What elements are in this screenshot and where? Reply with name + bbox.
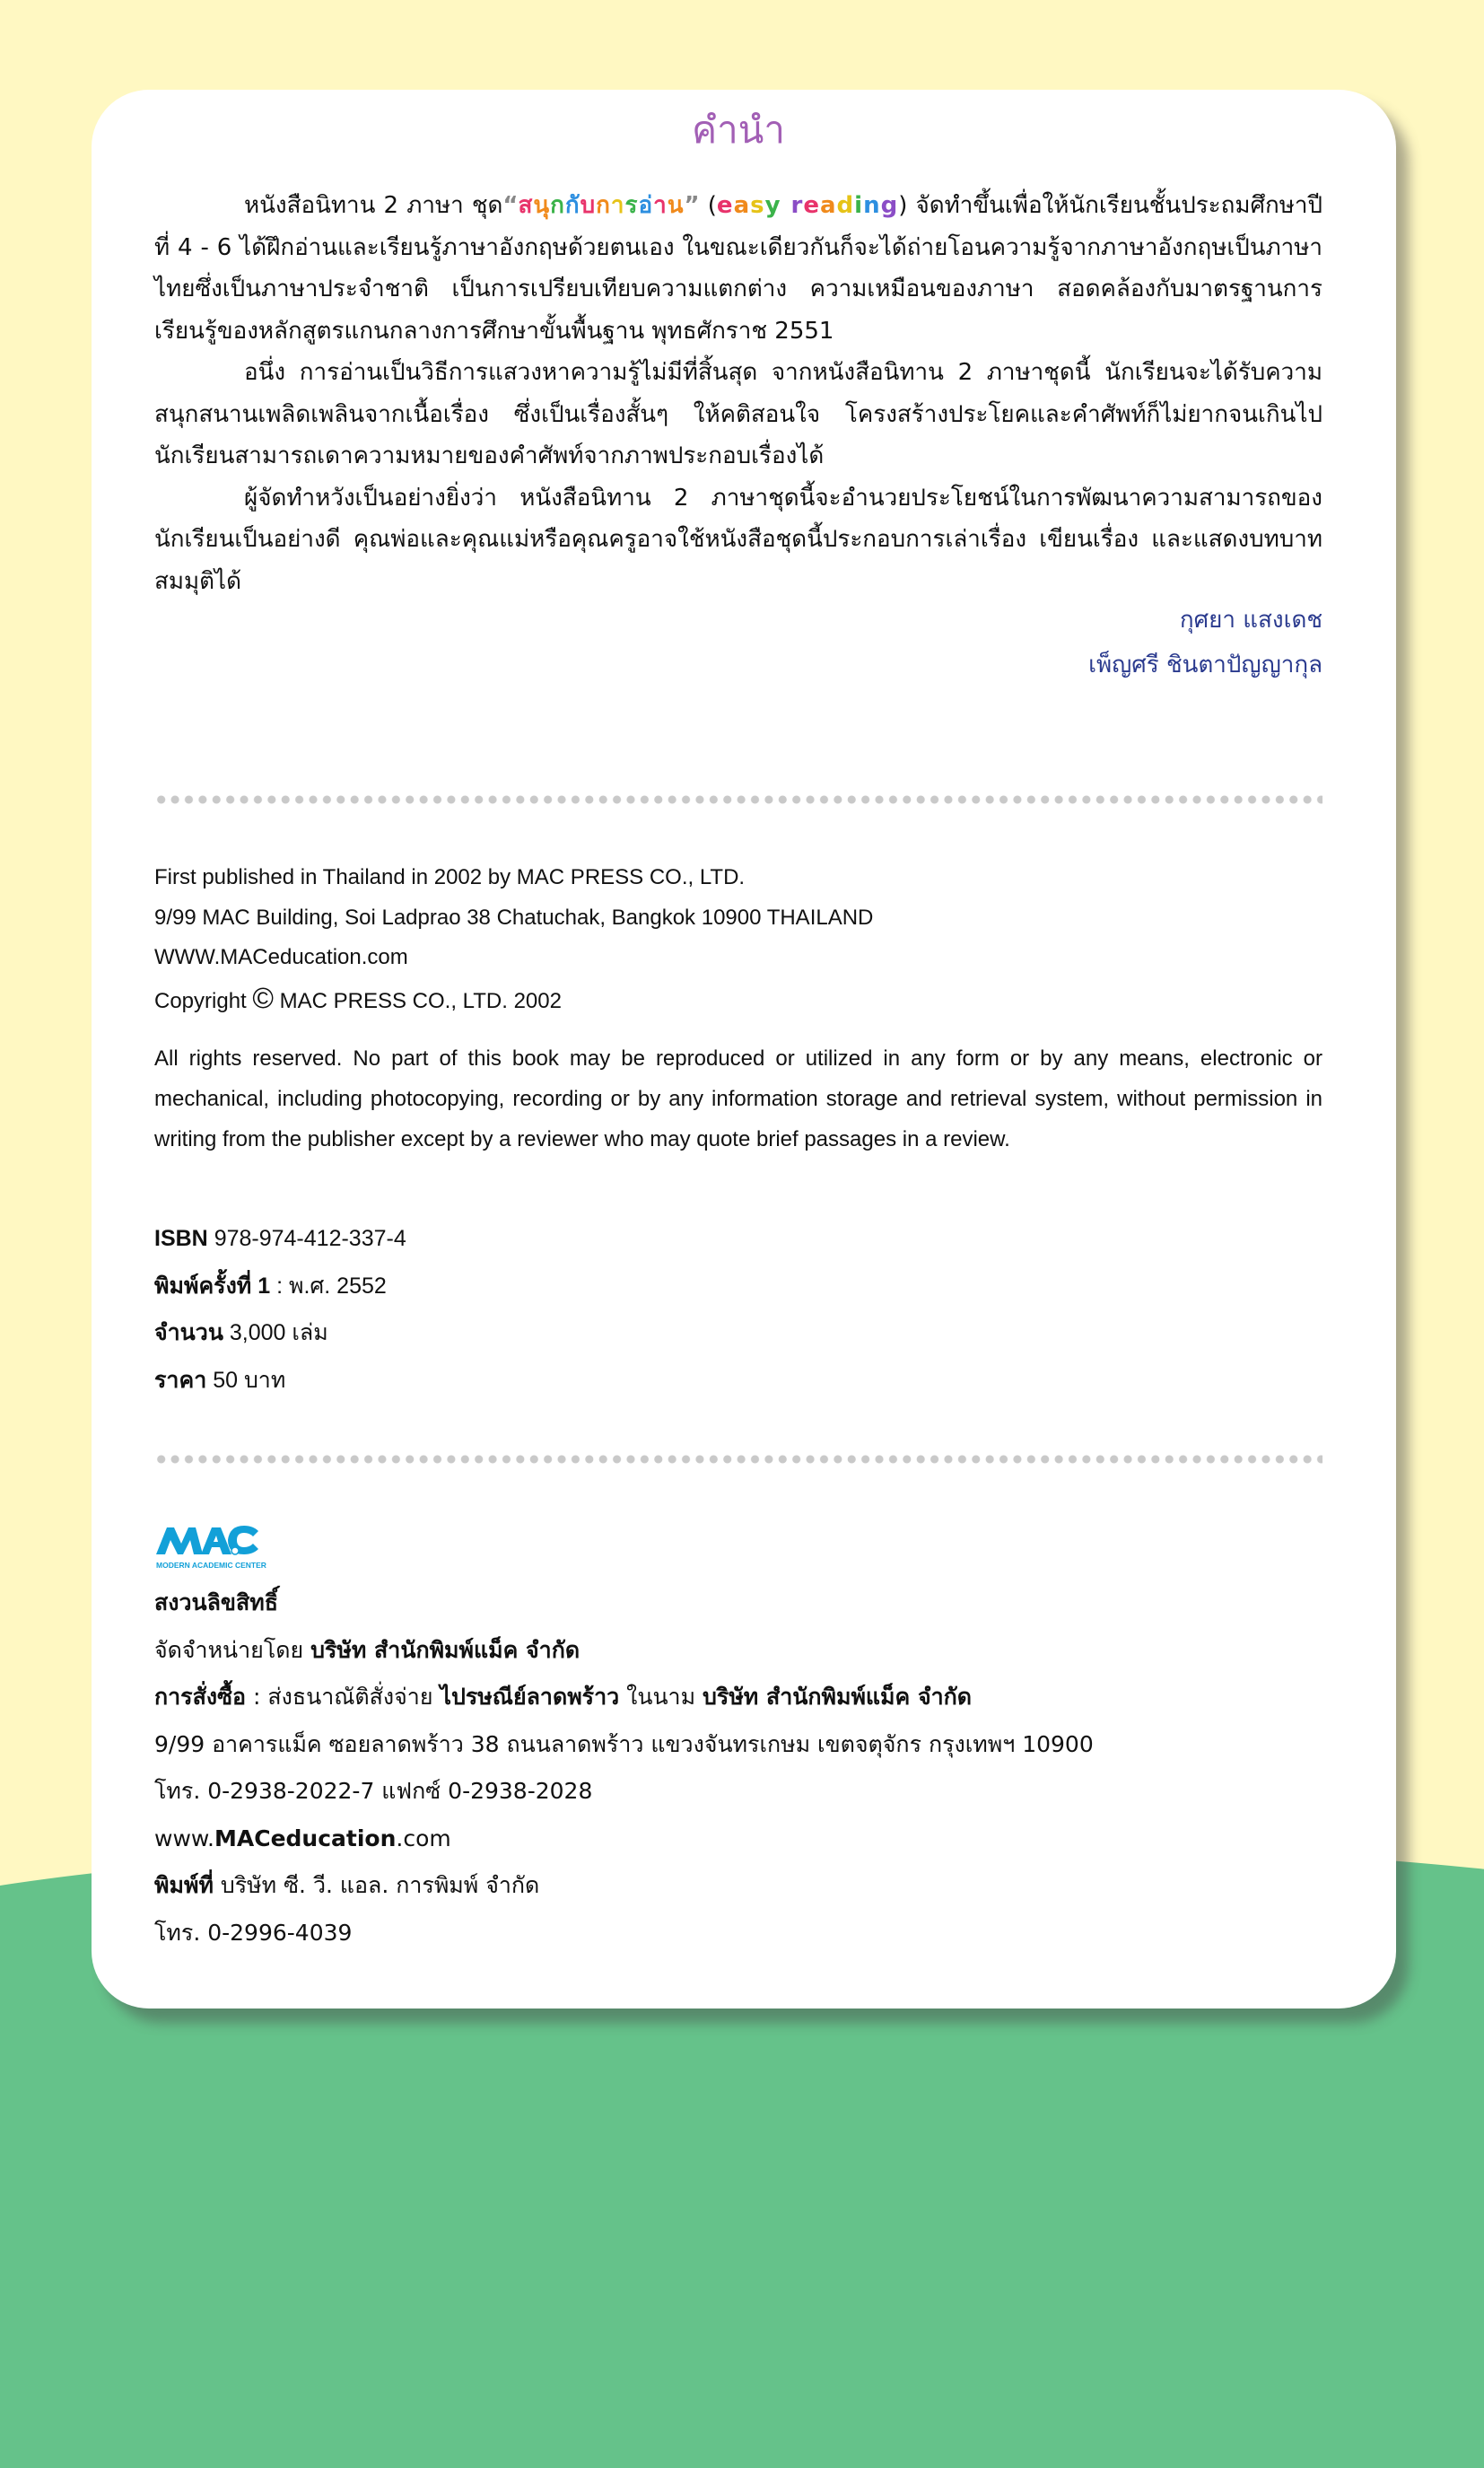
- website-line: www.MACeducation.com: [154, 1825, 451, 1851]
- author-2: เพ็ญศรี ชินตาปัญญากุล: [1088, 652, 1323, 678]
- printer-line: พิมพ์ที่ บริษัท ซี. วี. แอล. การพิมพ์ จำกัด: [154, 1872, 540, 1898]
- preface-body: [154, 185, 1323, 602]
- series-title-thai: สนกกบการอาน: [518, 192, 685, 219]
- mac-logo: [154, 1518, 298, 1576]
- preface-paragraph-1: หนังสือนิทาน 2 ภาษา ชุด“สนกกบการอาน” (easy reading) จัดทำขึ้นเพื่อให้นักเรียนชั้นประถมศึกษาปีที่ 4 - 6 ได้ฝึกอ่านและเรียนรู้ภาษาอังกฤษด้วยตนเอง ในขณะเดียวกันก็จะได้ถ่ายโอนความรู้จากภาษาอังกฤษเป็นภาษาไทยซึ่งเป็นภาษาประจำชาติ เป็นการเปรียบเทียบความแตกต่าง ความเหมือนของภาษา สอดคล้องกับมาตรฐานการเรียนรู้ของหลักสูตรแกนกลางการศึกษาขั้นพื้นฐาน พุทธศักราช 2551: [154, 192, 1323, 345]
- distributor-line: จัดจำหน่ายโดย บริษัท สำนักพิมพ์แม็ค จำกัด: [154, 1636, 581, 1663]
- first-published-line: First published in Thailand in 2002 by MAC PRESS CO., LTD.: [154, 865, 746, 889]
- page-card: [92, 90, 1396, 2009]
- phone-fax-line: โทร. 0-2938-2022-7 แฟกซ์ 0-2938-2028: [154, 1778, 593, 1804]
- rights-reserved-thai: สงวนลิขสิทธิ์: [154, 1589, 279, 1615]
- order-line: การสั่งซื้อ : ส่งธนาณัติสั่งจ่าย ไปรษณีย์ลาดพร้าว ในนาม บริษัท สำนักพิมพ์แม็ค จำกัด: [154, 1684, 973, 1710]
- publication-info: [154, 858, 1323, 1021]
- preface-title: คำนำ: [692, 108, 785, 152]
- printer-phone-line: โทร. 0-2996-4039: [154, 1919, 353, 1946]
- book-meta: [154, 1215, 1323, 1404]
- preface-authors: [1088, 598, 1323, 687]
- copyright-line: Copyright © MAC PRESS CO., LTD. 2002: [154, 981, 562, 1014]
- preface-paragraph-2: อนึ่ง การอ่านเป็นวิธีการแสวงหาความรู้ไม่มีที่สิ้นสุด จากหนังสือนิทาน 2 ภาษาชุดนี้ นักเรียนจะได้รับความสนุกสนานเพลิดเพลินจากเนื้อเรื่อง ซึ่งเป็นเรื่องสั้นๆ ให้คติสอนใจ โครงสร้างประโยคและคำศัพท์ก็ไม่ยากจนเกินไป นักเรียนสามารถเดาความหมายของคำศัพท์จากภาพประกอบเรื่องได้: [154, 359, 1323, 469]
- mac-logo-mark: [156, 1526, 258, 1554]
- author-1: กุศยา แสงเดช: [1179, 607, 1323, 634]
- copies-line: จำนวน 3,000 เล่ม: [154, 1320, 328, 1345]
- isbn-line: ISBN 978-974-412-337-4: [154, 1226, 406, 1251]
- price-line: ราคา 50 บาท: [154, 1367, 286, 1393]
- mac-logo-tagline: MODERN ACADEMIC CENTER: [156, 1561, 266, 1570]
- preface-p1-start: หนังสือนิทาน 2 ภาษา ชุด: [244, 192, 503, 219]
- thai-address-line: 9/99 อาคารแม็ค ซอยลาดพร้าว 38 ถนนลาดพร้าว แขวงจันทรเกษม เขตจตุจักร กรุงเทพฯ 10900: [154, 1730, 1094, 1757]
- preface-paragraph-3: ผู้จัดทำหวังเป็นอย่างยิ่งว่า หนังสือนิทาน 2 ภาษาชุดนี้จะอำนวยประโยชน์ในการพัฒนาความสามารถของนักเรียนเป็นอย่างดี คุณพ่อและคุณแม่หรือคุณครูอาจใช้หนังสือชุดนี้ประกอบการเล่าเรื่อง เขียนเรื่อง และแสดงบทบาทสมมุติได้: [154, 484, 1323, 595]
- preface-p1-rest: จัดทำขึ้นเพื่อให้นักเรียนชั้นประถมศึกษาปีที่ 4 - 6 ได้ฝึกอ่านและเรียนรู้ภาษาอังกฤษด้วยตนเอง ในขณะเดียวกันก็จะได้ถ่ายโอนความรู้จากภาษาอังกฤษเป็นภาษาไทยซึ่งเป็นภาษาประจำชาติ เป็นการเปรียบเทียบความแตกต่าง ความเหมือนของภาษา สอดคล้องกับมาตรฐานการเรียนรู้ของหลักสูตรแกนกลางการศึกษาขั้นพื้นฐาน พุทธศักราช 2551: [154, 192, 1323, 345]
- rights-statement: All rights reserved. No part of this book may be reproduced or utilized in any form or by any means, electronic or mechanical, including photocopying, recording or by any information storage and retrieval system, without permission in writing from the publisher except by a reviewer who may quote brief passages in a review.: [154, 1046, 1323, 1151]
- dotted-divider-2: [154, 1455, 1323, 1464]
- copyright-symbol: ©: [252, 981, 274, 1014]
- publisher-website: WWW.MACeducation.com: [154, 945, 408, 969]
- series-title-english: easy reading: [716, 192, 899, 219]
- edition-line: พิมพ์ครั้งที่ 1 : พ.ศ. 2552: [154, 1273, 387, 1299]
- distribution-info: [154, 1580, 1323, 1956]
- dotted-divider-1: [154, 795, 1323, 804]
- publisher-address-line: 9/99 MAC Building, Soi Ladprao 38 Chatuchak, Bangkok 10900 THAILAND: [154, 905, 874, 930]
